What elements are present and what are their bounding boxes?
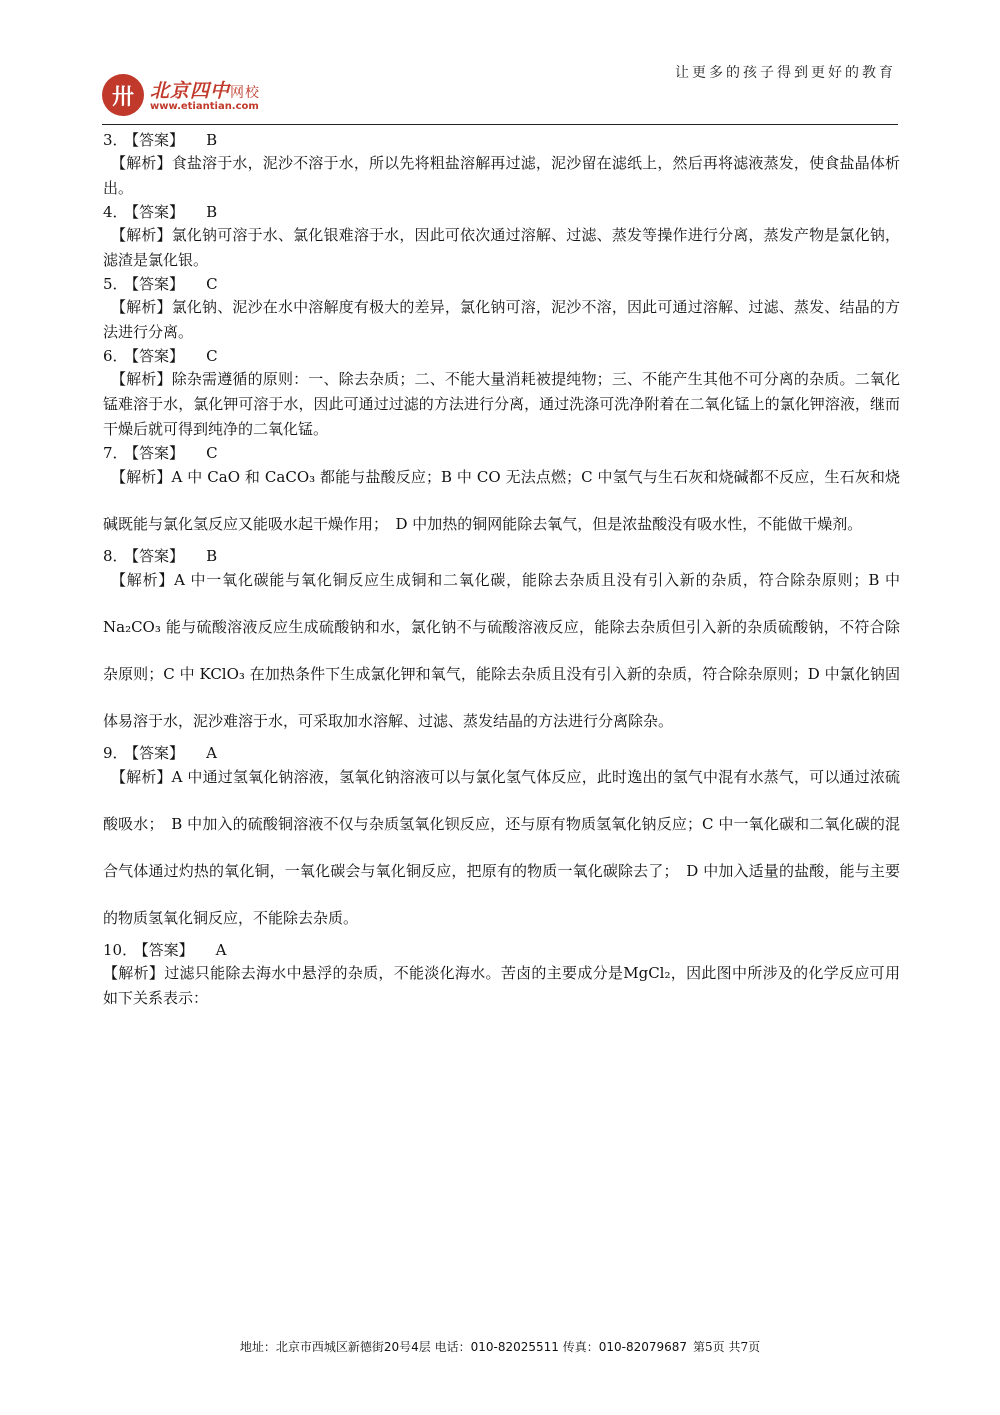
answer-choice: B (206, 131, 218, 149)
answer-line (103, 345, 900, 367)
answer-label: 【答案】 (131, 131, 185, 149)
question-number: 3． (103, 131, 128, 149)
explanation-text: 【解析】A 中一氧化碳能与氧化铜反应生成铜和二氧化碳，能除去杂质且没有引入新的杂质，符合除杂原则；B 中 Na₂CO₃ 能与硫酸溶液反应生成硫酸钠和水，氯化钠不与硫酸溶液反应，能除去杂质但引入新的杂质硫酸钠，不符合除杂原则；C 中 KClO₃ 在加热条件下生成氯化钾和氧气，能除去杂质且没有引入新的杂质，符合除杂原则；D 中氯化钠固体易溶于水，泥沙难溶于水，可采取加水溶解、过滤、蒸发结晶的方法进行分离除杂。 (103, 571, 900, 730)
logo-name-sub: 网校 (230, 85, 261, 101)
answer-label: 【答案】 (131, 547, 185, 565)
header-divider (102, 124, 898, 125)
answer-label: 【答案】 (141, 941, 194, 959)
answer-choice: A (215, 941, 227, 959)
answer-choice: B (206, 547, 218, 565)
answer-line (103, 273, 900, 295)
question-number: 7． (103, 444, 128, 462)
answer-item-10 (103, 939, 900, 1011)
explanation-text: 【解析】A 中通过氢氧化钠溶液，氢氧化钠溶液可以与氯化氢气体反应，此时逸出的氢气中混有水蒸气，可以通过浓硫酸吸水； B 中加入的硫酸铜溶液不仅与杂质氢氧化钡反应，还与原有物质氢氧化钠反应；C 中一氧化碳和二氧化碳的混合气体通过灼热的氧化铜，一氧化碳会与氧化铜反应，把原有的物质一氧化碳除去了； D 中加入适量的盐酸，能与主要的物质氢氧化铜反应，不能除去杂质。 (103, 768, 900, 927)
answer-choice: B (206, 203, 218, 221)
question-number: 4． (103, 203, 128, 221)
answer-choice: C (206, 347, 218, 365)
question-number: 10． (103, 941, 138, 959)
answer-label: 【答案】 (131, 347, 185, 365)
answer-item-5 (103, 273, 900, 345)
explanation-text: 【解析】A 中 CaO 和 CaCO₃ 都能与盐酸反应；B 中 CO 无法点燃；C 中氢气与生石灰和烧碱都不反应，生石灰和烧碱既能与氯化氢反应又能吸水起干燥作用； D 中加热的铜网能除去氧气，但是浓盐酸没有吸水性，不能做干燥剂。 (103, 468, 900, 533)
answer-choice: A (206, 744, 217, 762)
logo-url: www.etiantian.com (150, 101, 259, 112)
answer-item-3 (103, 129, 900, 201)
answer-item-6 (103, 345, 900, 442)
answer-item-8 (103, 545, 900, 745)
explanation-text: 【解析】食盐溶于水，泥沙不溶于水，所以先将粗盐溶解再过滤，泥沙留在滤纸上，然后再将滤液蒸发，使食盐晶体析出。 (103, 154, 900, 197)
header-slogan: 让更多的孩子得到更好的教育 (675, 65, 896, 81)
logo-name-text: 北京四中 (150, 80, 231, 102)
answer-choice: C (206, 275, 218, 293)
explanation-text: 【解析】氯化钠、泥沙在水中溶解度有极大的差异，氯化钠可溶，泥沙不溶，因此可通过溶解、过滤、蒸发、结晶的方法进行分离。 (103, 298, 900, 341)
answer-list (103, 129, 900, 1011)
answer-item-4 (103, 201, 900, 273)
question-number: 5． (103, 275, 128, 293)
answer-label: 【答案】 (131, 744, 185, 762)
question-number: 8． (103, 547, 128, 565)
page-counter: 第5页 共7页 (693, 1340, 761, 1354)
answer-item-7 (103, 442, 900, 548)
school-logo (102, 74, 322, 120)
explanation-text: 【解析】氯化钠可溶于水、氯化银难溶于水，因此可依次通过溶解、过滤、蒸发等操作进行分离，蒸发产物是氯化钠，滤渣是氯化银。 (103, 226, 900, 269)
question-number: 6． (103, 347, 128, 365)
answer-choice: C (206, 444, 218, 462)
logo-emblem-icon: 卅 (102, 74, 144, 116)
answer-line (103, 939, 900, 961)
explanation-text: 【解析】过滤只能除去海水中悬浮的杂质，不能淡化海水。苦卤的主要成分是MgCl₂，因此图中所涉及的化学反应可用如下关系表示： (103, 964, 900, 1007)
answer-label: 【答案】 (131, 444, 185, 462)
answer-item-9 (103, 742, 900, 942)
answer-label: 【答案】 (131, 275, 185, 293)
answer-line (103, 129, 900, 151)
explanation-text: 【解析】除杂需遵循的原则：一、除去杂质；二、不能大量消耗被提纯物；三、不能产生其他不可分离的杂质。二氧化锰难溶于水，氯化钾可溶于水，因此可通过过滤的方法进行分离，通过洗涤可洗净附着在二氧化锰上的氯化钾溶液，继而干燥后就可得到纯净的二氧化锰。 (103, 370, 900, 438)
footer-address: 地址：北京市西城区新德街20号4层 电话：010-82025511 传真：010-82079687 (239, 1340, 688, 1354)
page-footer (0, 1338, 1000, 1355)
answer-line (103, 201, 900, 223)
answer-label: 【答案】 (131, 203, 185, 221)
logo-name (150, 76, 260, 103)
question-number: 9． (103, 744, 128, 762)
